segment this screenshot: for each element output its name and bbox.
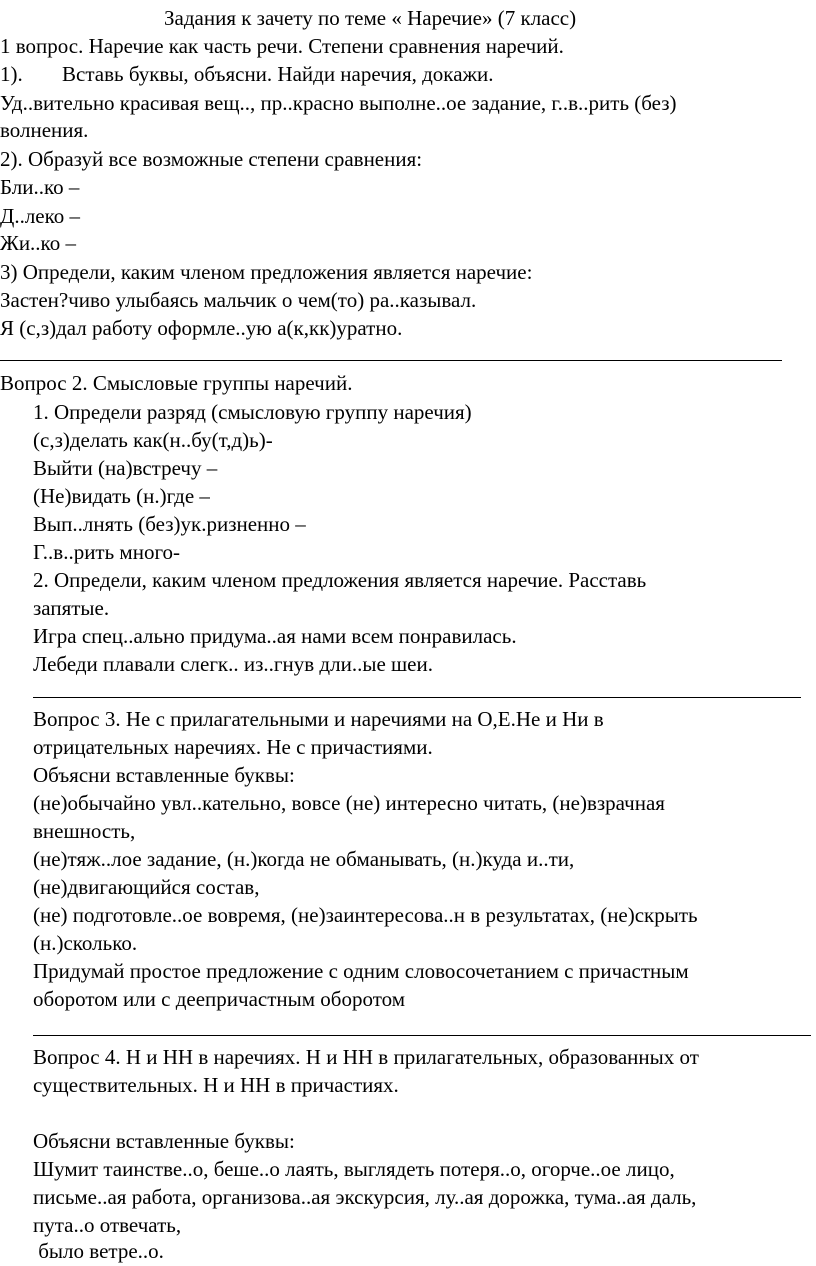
- section3-task-line1: Придумай простое предложение с одним словосочетанием с причастным: [33, 959, 689, 983]
- divider: [33, 697, 801, 698]
- section3-line: (не)обычайно увл..кательно, вовсе (не) интересно читать, (не)взрачная: [33, 791, 665, 815]
- section4-heading-line2: существительных. Н и НН в причастиях.: [33, 1073, 399, 1097]
- section4-heading-line1: Вопрос 4. Н и НН в наречиях. Н и НН в прилагательных, образованных от: [33, 1045, 699, 1069]
- page-title: Задания к зачету по теме « Наречие» (7 класс): [164, 6, 577, 30]
- section1-task2: 2). Образуй все возможные степени сравнения:: [0, 147, 423, 171]
- section1-task1-text: Вставь буквы, объясни. Найди наречия, докажи.: [62, 62, 494, 86]
- section2-sentence: Игра спец..ально придума..ая нами всем понравилась.: [33, 624, 517, 648]
- section3-line: внешность,: [33, 819, 136, 843]
- section3-line: (не)тяж..лое задание, (н.)когда не обманывать, (н.)куда и..ти,: [33, 847, 575, 871]
- section1-task3: 3) Определи, каким членом предложения является наречие:: [0, 260, 533, 284]
- section3-heading-line2: отрицательных наречиях. Не с причастиями.: [33, 735, 433, 759]
- section1-word: Бли..ко –: [0, 175, 80, 199]
- section1-task1-line2: волнения.: [0, 118, 89, 142]
- section2-heading: Вопрос 2. Смысловые группы наречий.: [0, 371, 353, 395]
- section1-heading: 1 вопрос. Наречие как часть речи. Степени сравнения наречий.: [0, 34, 564, 58]
- section3-instruction: Объясни вставленные буквы:: [33, 763, 295, 787]
- section3-line: (не)двигающийся состав,: [33, 875, 260, 899]
- section1-task1-number: 1).: [0, 62, 23, 86]
- section1-sentence: Застен?чиво улыбаясь мальчик о чем(то) ра..казывал.: [0, 288, 477, 312]
- section1-word: Д..леко –: [0, 204, 81, 228]
- section3-line: (не) подготовле..ое вовремя, (не)заинтересова..н в результатах, (не)скрыть: [33, 903, 698, 927]
- divider: [33, 1035, 811, 1036]
- section4-line: Шумит таинстве..о, беше..о лаять, выглядеть потеря..о, огорче..ое лицо,: [33, 1157, 675, 1181]
- section2-item: Г..в..рить много-: [33, 540, 181, 564]
- section4-line: письме..ая работа, организова..ая экскурсия, лу..ая дорожка, тума..ая даль,: [33, 1185, 697, 1209]
- section2-item: Выйти (на)встречу –: [33, 456, 218, 480]
- section4-instruction: Объясни вставленные буквы:: [33, 1129, 295, 1153]
- section2-item: (Не)видать (н.)где –: [33, 484, 210, 508]
- section3-task-line2: оборотом или с деепричастным оборотом: [33, 987, 405, 1011]
- section2-task1: 1. Определи разряд (смысловую группу наречия): [33, 400, 472, 424]
- section4-line: пута..о отвечать,: [33, 1213, 182, 1237]
- divider: [0, 360, 782, 361]
- section2-item: (с,з)делать как(н..бу(т,д)ь)-: [33, 428, 273, 452]
- section1-task1-line1: Уд..вительно красивая вещ.., пр..красно выполне..ое задание, г..в..рить (без): [0, 91, 677, 115]
- section4-line: было ветре..о.: [33, 1239, 164, 1263]
- section2-sentence: Лебеди плавали слегк.. из..гнув дли..ые шеи.: [33, 652, 433, 676]
- section2-task2-line1: 2. Определи, каким членом предложения является наречие. Расставь: [33, 568, 647, 592]
- section1-sentence: Я (с,з)дал работу оформле..ую а(к,кк)уратно.: [0, 316, 403, 340]
- section3-heading-line1: Вопрос 3. Не с прилагательными и наречиями на О,Е.Не и Ни в: [33, 707, 604, 731]
- section2-task2-line2: запятые.: [33, 596, 110, 620]
- section3-line: (н.)сколько.: [33, 931, 138, 955]
- section2-item: Вып..лнять (без)ук.ризненно –: [33, 512, 306, 536]
- section1-word: Жи..ко –: [0, 231, 76, 255]
